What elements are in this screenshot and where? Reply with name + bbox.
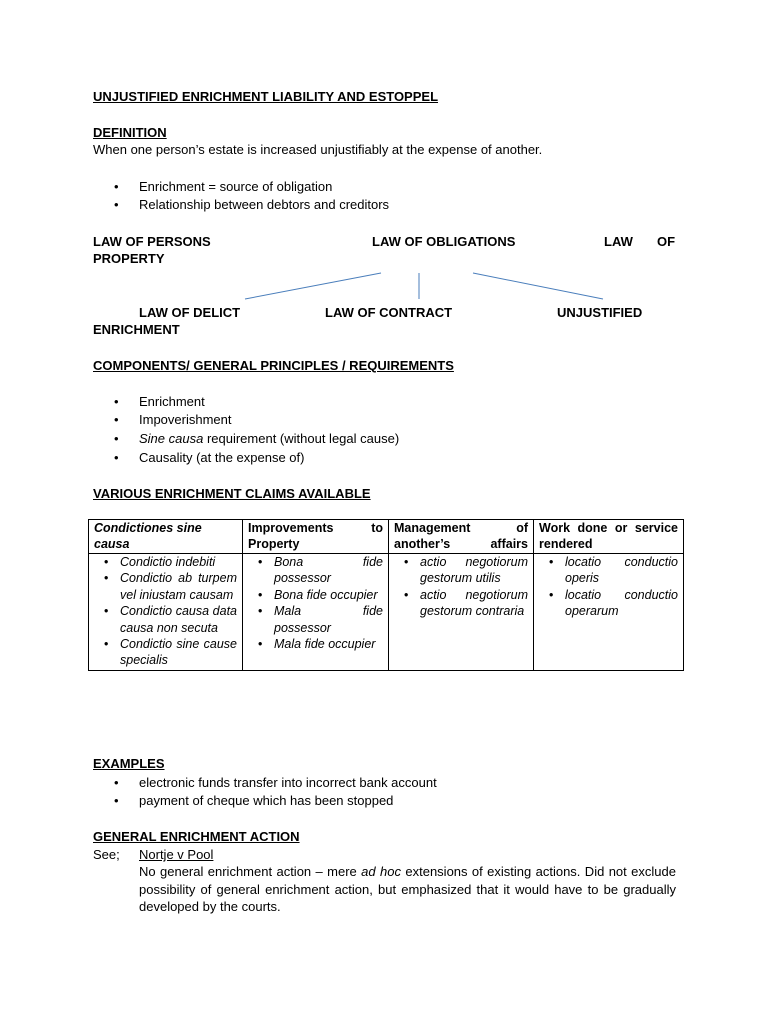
- claims-table: [88, 519, 684, 671]
- table-row: [89, 554, 684, 671]
- list-item: • Condictio sine cause specialis: [104, 637, 237, 668]
- bullet-marker: •: [114, 793, 119, 808]
- definition-heading: DEFINITION: [93, 125, 167, 140]
- example-item: electronic funds transfer into incorrect bank account: [139, 775, 437, 790]
- table-header-row: [89, 520, 684, 554]
- header-condictiones: Condictiones sine causa: [89, 520, 243, 554]
- connector-unjustified: [473, 273, 603, 299]
- cell-management: [389, 554, 534, 671]
- list-item: • actio negotiorum gestorum utilis: [404, 555, 528, 586]
- list-item: • Bona fide possessor: [258, 555, 383, 586]
- list-item: • actio negotiorum gestorum contraria: [404, 587, 528, 619]
- list-item: • Bona fide occupier: [258, 587, 378, 602]
- list-item: • Condictio indebiti: [104, 555, 216, 569]
- cell-condictiones: [89, 554, 243, 671]
- components-heading: COMPONENTS/ GENERAL PRINCIPLES / REQUIREMENTS: [93, 358, 454, 373]
- bullet-marker: •: [114, 431, 119, 446]
- page-title: UNJUSTIFIED ENRICHMENT LIABILITY AND ESTOPPEL: [93, 89, 439, 104]
- bullet-marker: •: [114, 179, 119, 194]
- connector-delict: [245, 273, 381, 299]
- enrichment-label: ENRICHMENT: [93, 322, 180, 337]
- see-label: See;: [93, 847, 120, 862]
- header-management: Management of another’s affairs: [389, 520, 534, 554]
- law-of-property-word1: LAW: [604, 234, 633, 249]
- list-item: • locatio conductio operis: [549, 555, 678, 586]
- bullet-marker: •: [114, 775, 119, 790]
- unjustified-label: UNJUSTIFIED: [557, 305, 643, 320]
- diagram-connectors: [0, 0, 768, 330]
- case-name: Nortje v Pool: [139, 847, 214, 862]
- claims-heading: VARIOUS ENRICHMENT CLAIMS AVAILABLE: [93, 486, 371, 501]
- example-item: payment of cheque which has been stopped: [139, 793, 394, 808]
- law-of-persons: LAW OF PERSONS: [93, 234, 211, 249]
- header-work-done: Work done or service rendered: [534, 520, 684, 554]
- law-of-property-word2: OF: [657, 234, 676, 249]
- list-item: • Condictio causa data causa non secuta: [104, 604, 237, 635]
- bullet-marker: •: [114, 394, 119, 409]
- law-of-property-word3: PROPERTY: [93, 251, 165, 266]
- list-item: • locatio conductio operarum: [549, 587, 678, 619]
- component-item: Sine causa requirement (without legal cause): [139, 431, 400, 446]
- law-of-obligations: LAW OF OBLIGATIONS: [372, 234, 516, 249]
- law-of-delict: LAW OF DELICT: [139, 305, 241, 320]
- cell-work-done: [534, 554, 684, 671]
- bullet-marker: •: [114, 450, 119, 465]
- list-item: • Mala fide occupier: [258, 637, 376, 652]
- bullet-marker: •: [114, 197, 119, 212]
- list-item: • Condictio ab turpem vel iniustam causam: [104, 571, 237, 602]
- component-item: Enrichment: [139, 394, 205, 409]
- definition-bullet: Relationship between debtors and creditors: [139, 197, 390, 212]
- header-improvements: Improvements to Property: [243, 520, 389, 554]
- law-of-contract: LAW OF CONTRACT: [325, 305, 453, 320]
- cell-improvements: [243, 554, 389, 671]
- general-action-text: No general enrichment action – mere ad hoc extensions of existing actions. Did not exclude possibility of general enrichment action, but emphasized that it would have to be gradually developed by the courts.: [139, 864, 676, 915]
- examples-heading: EXAMPLES: [93, 756, 165, 771]
- definition-bullet: Enrichment = source of obligation: [139, 179, 333, 194]
- bullet-marker: •: [114, 412, 119, 427]
- component-item: Causality (at the expense of): [139, 450, 305, 465]
- list-item: • Mala fide possessor: [258, 604, 383, 635]
- component-item: Impoverishment: [139, 412, 232, 427]
- general-action-heading: GENERAL ENRICHMENT ACTION: [93, 829, 300, 844]
- definition-text: When one person’s estate is increased unjustifiably at the expense of another.: [93, 142, 543, 157]
